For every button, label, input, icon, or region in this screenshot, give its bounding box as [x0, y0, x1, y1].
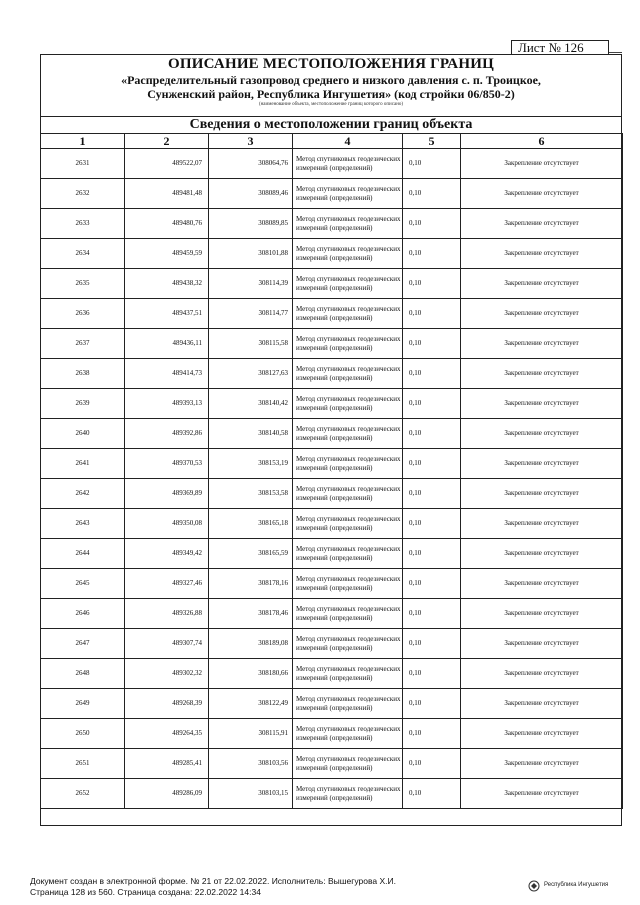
cell-fixation: Закрепление отсутствует	[461, 419, 623, 449]
cell-coord-x: 489369,89	[125, 479, 209, 509]
table-header-row	[41, 134, 623, 149]
cell-coord-y: 308064,76	[209, 149, 293, 179]
cell-method: Метод спутниковых геодезических измерений (определений)	[293, 719, 403, 749]
table-row	[41, 539, 623, 569]
table-row	[41, 479, 623, 509]
cell-point-number: 2646	[41, 599, 125, 629]
cell-point-number: 2645	[41, 569, 125, 599]
table-row	[41, 269, 623, 299]
cell-accuracy: 0,10	[403, 419, 461, 449]
cell-accuracy: 0,10	[403, 749, 461, 779]
cell-point-number: 2649	[41, 689, 125, 719]
cell-accuracy: 0,10	[403, 689, 461, 719]
cell-fixation: Закрепление отсутствует	[461, 779, 623, 809]
table-row	[41, 449, 623, 479]
column-header: 6	[461, 134, 623, 149]
cell-accuracy: 0,10	[403, 239, 461, 269]
coat-of-arms-icon	[528, 880, 540, 892]
table-row	[41, 689, 623, 719]
table-row	[41, 329, 623, 359]
sheet-number: Лист № 126	[511, 40, 609, 54]
cell-method: Метод спутниковых геодезических измерений (определений)	[293, 239, 403, 269]
table-row	[41, 749, 623, 779]
footer	[30, 876, 396, 898]
cell-fixation: Закрепление отсутствует	[461, 539, 623, 569]
cell-coord-x: 489522,07	[125, 149, 209, 179]
cell-coord-y: 308114,39	[209, 269, 293, 299]
footer-line-1: Документ создан в электронной форме. № 21 от 22.02.2022. Исполнитель: Вышегурова Х.И.	[30, 876, 397, 886]
cell-coord-x: 489481,48	[125, 179, 209, 209]
cell-fixation: Закрепление отсутствует	[461, 209, 623, 239]
cell-coord-y: 308127,63	[209, 359, 293, 389]
cell-method: Метод спутниковых геодезических измерений (определений)	[293, 599, 403, 629]
cell-accuracy: 0,10	[403, 629, 461, 659]
cell-method: Метод спутниковых геодезических измерений (определений)	[293, 659, 403, 689]
cell-coord-y: 308180,66	[209, 659, 293, 689]
cell-accuracy: 0,10	[403, 179, 461, 209]
cell-coord-x: 489264,35	[125, 719, 209, 749]
cell-accuracy: 0,10	[403, 389, 461, 419]
cell-fixation: Закрепление отсутствует	[461, 599, 623, 629]
cell-coord-y: 308153,19	[209, 449, 293, 479]
cell-coord-x: 489286,09	[125, 779, 209, 809]
cell-accuracy: 0,10	[403, 299, 461, 329]
cell-method: Метод спутниковых геодезических измерений (определений)	[293, 179, 403, 209]
table-row	[41, 569, 623, 599]
cell-accuracy: 0,10	[403, 149, 461, 179]
cell-point-number: 2632	[41, 179, 125, 209]
cell-coord-x: 489392,86	[125, 419, 209, 449]
cell-point-number: 2634	[41, 239, 125, 269]
cell-coord-x: 489327,46	[125, 569, 209, 599]
cell-coord-y: 308089,85	[209, 209, 293, 239]
cell-point-number: 2643	[41, 509, 125, 539]
cell-fixation: Закрепление отсутствует	[461, 179, 623, 209]
cell-coord-y: 308178,16	[209, 569, 293, 599]
cell-coord-y: 308115,91	[209, 719, 293, 749]
cell-coord-x: 489349,42	[125, 539, 209, 569]
footer-brand: Республика Ингушетия	[544, 882, 609, 888]
cell-method: Метод спутниковых геодезических измерений (определений)	[293, 569, 403, 599]
cell-accuracy: 0,10	[403, 569, 461, 599]
cell-point-number: 2644	[41, 539, 125, 569]
cell-coord-x: 489307,74	[125, 629, 209, 659]
cell-coord-y: 308165,18	[209, 509, 293, 539]
document-title: ОПИСАНИЕ МЕСТОПОЛОЖЕНИЯ ГРАНИЦ	[168, 56, 494, 72]
cell-fixation: Закрепление отсутствует	[461, 359, 623, 389]
cell-method: Метод спутниковых геодезических измерений (определений)	[293, 299, 403, 329]
cell-accuracy: 0,10	[403, 269, 461, 299]
cell-coord-x: 489436,11	[125, 329, 209, 359]
cell-point-number: 2651	[41, 749, 125, 779]
column-header: 4	[293, 134, 403, 149]
cell-accuracy: 0,10	[403, 659, 461, 689]
cell-method: Метод спутниковых геодезических измерений (определений)	[293, 209, 403, 239]
cell-coord-y: 308140,58	[209, 419, 293, 449]
cell-fixation: Закрепление отсутствует	[461, 689, 623, 719]
cell-fixation: Закрепление отсутствует	[461, 269, 623, 299]
cell-coord-x: 489438,32	[125, 269, 209, 299]
cell-accuracy: 0,10	[403, 509, 461, 539]
cell-coord-y: 308089,46	[209, 179, 293, 209]
cell-method: Метод спутниковых геодезических измерений (определений)	[293, 149, 403, 179]
cell-fixation: Закрепление отсутствует	[461, 239, 623, 269]
cell-fixation: Закрепление отсутствует	[461, 299, 623, 329]
cell-coord-y: 308103,15	[209, 779, 293, 809]
cell-point-number: 2650	[41, 719, 125, 749]
table-row	[41, 719, 623, 749]
cell-coord-x: 489285,41	[125, 749, 209, 779]
cell-accuracy: 0,10	[403, 779, 461, 809]
cell-method: Метод спутниковых геодезических измерений (определений)	[293, 779, 403, 809]
cell-method: Метод спутниковых геодезических измерений (определений)	[293, 269, 403, 299]
cell-coord-y: 308140,42	[209, 389, 293, 419]
cell-accuracy: 0,10	[403, 359, 461, 389]
cell-fixation: Закрепление отсутствует	[461, 389, 623, 419]
object-name-note: (наименование объекта, местоположение границ которого описано)	[258, 102, 404, 107]
cell-accuracy: 0,10	[403, 599, 461, 629]
cell-fixation: Закрепление отсутствует	[461, 509, 623, 539]
cell-accuracy: 0,10	[403, 479, 461, 509]
cell-coord-y: 308189,08	[209, 629, 293, 659]
cell-accuracy: 0,10	[403, 209, 461, 239]
table-row	[41, 209, 623, 239]
cell-coord-y: 308101,88	[209, 239, 293, 269]
cell-fixation: Закрепление отсутствует	[461, 659, 623, 689]
cell-point-number: 2640	[41, 419, 125, 449]
cell-method: Метод спутниковых геодезических измерений (определений)	[293, 689, 403, 719]
cell-method: Метод спутниковых геодезических измерений (определений)	[293, 359, 403, 389]
column-header: 3	[209, 134, 293, 149]
cell-accuracy: 0,10	[403, 719, 461, 749]
table-row	[41, 659, 623, 689]
cell-point-number: 2639	[41, 389, 125, 419]
table-row	[41, 389, 623, 419]
cell-fixation: Закрепление отсутствует	[461, 719, 623, 749]
table-row	[41, 509, 623, 539]
cell-point-number: 2633	[41, 209, 125, 239]
cell-coord-x: 489437,51	[125, 299, 209, 329]
cell-point-number: 2648	[41, 659, 125, 689]
cell-coord-x: 489370,53	[125, 449, 209, 479]
cell-fixation: Закрепление отсутствует	[461, 569, 623, 599]
object-name-line1: «Распределительный газопровод среднего и низкого давления с. п. Троицкое,	[121, 73, 541, 87]
cell-accuracy: 0,10	[403, 539, 461, 569]
cell-coord-x: 489326,88	[125, 599, 209, 629]
cell-method: Метод спутниковых геодезических измерений (определений)	[293, 509, 403, 539]
table-row	[41, 179, 623, 209]
cell-point-number: 2641	[41, 449, 125, 479]
column-header: 5	[403, 134, 461, 149]
cell-point-number: 2631	[41, 149, 125, 179]
table-row	[41, 629, 623, 659]
cell-method: Метод спутниковых геодезических измерений (определений)	[293, 419, 403, 449]
table-row	[41, 779, 623, 809]
cell-coord-y: 308165,59	[209, 539, 293, 569]
cell-method: Метод спутниковых геодезических измерений (определений)	[293, 329, 403, 359]
cell-method: Метод спутниковых геодезических измерений (определений)	[293, 389, 403, 419]
cell-coord-x: 489268,39	[125, 689, 209, 719]
corner-mark	[609, 42, 622, 53]
cell-coord-x: 489302,32	[125, 659, 209, 689]
cell-coord-y: 308103,56	[209, 749, 293, 779]
cell-point-number: 2635	[41, 269, 125, 299]
cell-fixation: Закрепление отсутствует	[461, 479, 623, 509]
cell-method: Метод спутниковых геодезических измерений (определений)	[293, 629, 403, 659]
cell-fixation: Закрепление отсутствует	[461, 329, 623, 359]
cell-fixation: Закрепление отсутствует	[461, 449, 623, 479]
cell-coord-y: 308115,58	[209, 329, 293, 359]
cell-coord-y: 308153,58	[209, 479, 293, 509]
table-row	[41, 299, 623, 329]
column-header: 2	[125, 134, 209, 149]
section-title: Сведения о местоположении границ объекта	[189, 117, 473, 132]
document-header	[40, 54, 622, 116]
cell-fixation: Закрепление отсутствует	[461, 149, 623, 179]
boundary-points-table	[40, 133, 623, 809]
table-row	[41, 419, 623, 449]
table-row	[41, 359, 623, 389]
cell-coord-y: 308178,46	[209, 599, 293, 629]
cell-accuracy: 0,10	[403, 449, 461, 479]
cell-coord-y: 308122,49	[209, 689, 293, 719]
cell-coord-x: 489480,76	[125, 209, 209, 239]
cell-coord-x: 489459,59	[125, 239, 209, 269]
object-name-line2: Сунженский район, Республика Ингушетия» (код стройки 06/850-2)	[147, 87, 515, 101]
cell-point-number: 2642	[41, 479, 125, 509]
cell-point-number: 2652	[41, 779, 125, 809]
table-row	[41, 599, 623, 629]
cell-coord-y: 308114,77	[209, 299, 293, 329]
cell-method: Метод спутниковых геодезических измерений (определений)	[293, 539, 403, 569]
cell-coord-x: 489414,73	[125, 359, 209, 389]
column-header: 1	[41, 134, 125, 149]
cell-coord-x: 489350,08	[125, 509, 209, 539]
cell-accuracy: 0,10	[403, 329, 461, 359]
cell-method: Метод спутниковых геодезических измерений (определений)	[293, 749, 403, 779]
cell-point-number: 2636	[41, 299, 125, 329]
cell-point-number: 2647	[41, 629, 125, 659]
cell-fixation: Закрепление отсутствует	[461, 749, 623, 779]
footer-line-2: Страница 128 из 560. Страница создана: 22.02.2022 14:34	[30, 887, 261, 897]
cell-point-number: 2638	[41, 359, 125, 389]
cell-method: Метод спутниковых геодезических измерений (определений)	[293, 449, 403, 479]
cell-point-number: 2637	[41, 329, 125, 359]
table-row	[41, 149, 623, 179]
cell-fixation: Закрепление отсутствует	[461, 629, 623, 659]
table-row	[41, 239, 623, 269]
cell-method: Метод спутниковых геодезических измерений (определений)	[293, 479, 403, 509]
cell-coord-x: 489393,13	[125, 389, 209, 419]
